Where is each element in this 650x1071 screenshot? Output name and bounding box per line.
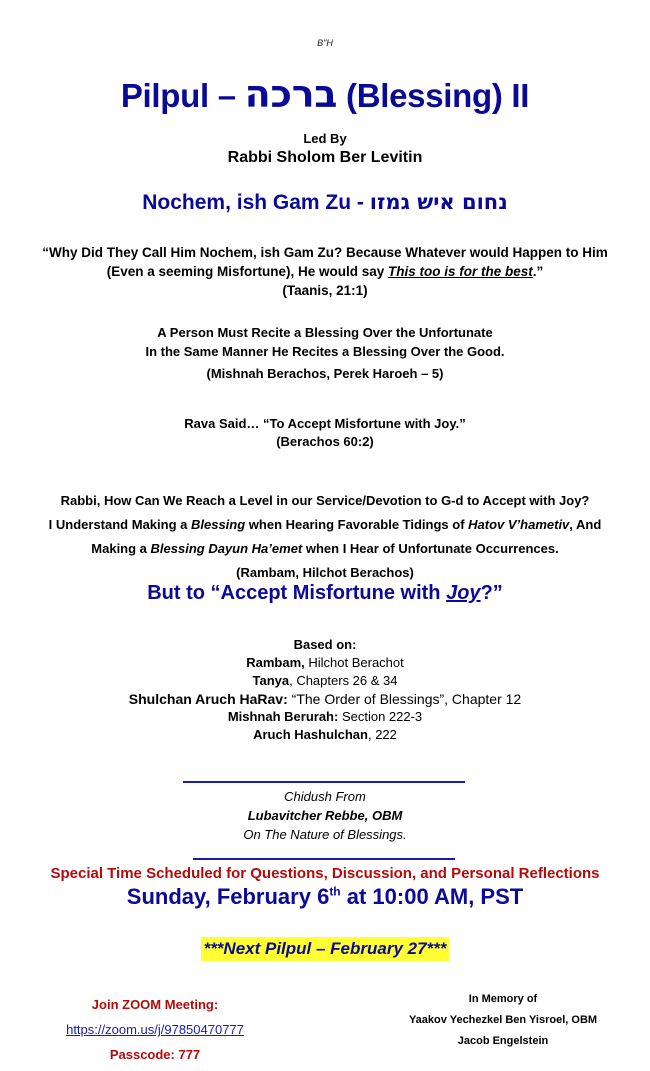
source-item — [0, 726, 650, 744]
memorial-line-1: In Memory of — [468, 993, 538, 1005]
question-citation: (Rambam, Hilchot Berachos) — [236, 565, 414, 580]
chidush-line-2: Lubavitcher Rebbe, OBM — [247, 808, 403, 823]
date-suffix: at 10:00 AM, PST — [340, 884, 524, 909]
chidush-section — [0, 787, 650, 844]
rava-line: Rava Said… “To Accept Misfortune with Joy.” — [184, 416, 466, 431]
source-item — [0, 708, 650, 726]
memorial-section — [383, 989, 623, 1052]
source-bold: Shulchan Aruch HaRav: — [128, 691, 288, 707]
zoom-label: Join ZOOM Meeting: — [91, 997, 219, 1012]
special-time-text: Special Time Scheduled for Questions, Discussion, and Personal Reflections — [50, 865, 600, 882]
rabbi-name: Rabbi Sholom Ber Levitin — [227, 149, 423, 166]
nochem-hebrew: נחום איש גמזו — [369, 190, 508, 214]
q3-b: Blessing Dayun Ha’emet — [150, 541, 303, 556]
source-bold: Tanya — [252, 673, 290, 688]
zoom-meeting-section — [25, 992, 285, 1067]
rava-citation: (Berachos 60:2) — [276, 434, 374, 449]
highlight-emphasis: Joy — [446, 582, 481, 604]
divider-bottom — [193, 858, 455, 860]
highlight-question — [0, 582, 650, 605]
source-rest: , Chapters 26 & 34 — [289, 673, 398, 688]
source-rest: , 222 — [367, 727, 397, 742]
zoom-passcode: Passcode: 777 — [109, 1047, 201, 1062]
chidush-line-3: On The Nature of Blessings. — [243, 827, 407, 842]
quote-line-2 — [0, 262, 650, 281]
source-item — [0, 690, 650, 708]
source-bold: Aruch Hashulchan — [253, 727, 368, 742]
quote-citation: (Taanis, 21:1) — [282, 283, 368, 298]
sources-heading: Based on: — [293, 637, 357, 652]
title-prefix: Pilpul – — [120, 77, 245, 114]
rava-text — [0, 415, 650, 451]
chidush-line-1: Chidush From — [284, 789, 366, 804]
divider-top — [183, 781, 465, 783]
q2-a: I Understand Making a — [48, 517, 191, 532]
mishnah-line-2: In the Same Manner He Recites a Blessing Over the Good. — [145, 344, 505, 359]
memorial-line-2: Yaakov Yechezkel Ben Yisroel, OBM — [408, 1014, 598, 1026]
question-line-3 — [0, 537, 650, 561]
mishnah-citation: (Mishnah Berachos, Perek Haroeh – 5) — [206, 366, 444, 381]
nochem-heading — [0, 190, 650, 215]
source-rest: “The Order of Blessings”, Chapter 12 — [287, 691, 522, 707]
source-rest: Hilchot Berachot — [304, 655, 404, 670]
source-item — [0, 672, 650, 690]
next-pilpul-banner: ***Next Pilpul – February 27*** — [201, 937, 450, 961]
question-text — [0, 489, 650, 585]
page-title — [0, 72, 650, 116]
quote-emphasis: This too is for the best — [388, 264, 533, 279]
highlight-suffix: ?” — [480, 582, 503, 604]
memorial-line-3: Jacob Engelstein — [457, 1035, 549, 1047]
title-hebrew: ברכה — [244, 72, 338, 116]
zoom-link[interactable]: https://zoom.us/j/97850470777 — [66, 1022, 244, 1037]
nochem-english: Nochem, ish Gam Zu - — [142, 191, 370, 214]
q2-d: Hatov V’hametiv — [468, 517, 570, 532]
sources-section — [0, 636, 650, 744]
highlight-prefix: But to “Accept Misfortune with — [147, 582, 447, 604]
q2-c: when Hearing Favorable Tidings of — [245, 517, 469, 532]
date-sup: th — [329, 884, 341, 899]
session-date — [0, 884, 650, 910]
title-suffix: (Blessing) II — [337, 77, 530, 114]
led-by-label: Led By — [303, 131, 347, 146]
quote-line-2-suffix: .” — [532, 264, 544, 279]
source-rest: Section 222-3 — [338, 709, 423, 724]
quote-line-2-prefix: (Even a seeming Misfortune), He would say — [106, 264, 389, 279]
question-line-2 — [0, 513, 650, 537]
bh-header: B"H — [317, 38, 333, 48]
mishnah-line-1: A Person Must Recite a Blessing Over the Unfortunate — [157, 325, 493, 340]
source-bold: Mishnah Berurah: — [227, 709, 339, 724]
q3-c: when I Hear of Unfortunate Occurrences. — [302, 541, 559, 556]
source-item — [0, 654, 650, 672]
q2-e: , And — [569, 517, 602, 532]
mishnah-text — [0, 323, 650, 361]
q2-b: Blessing — [190, 517, 246, 532]
quote-line-1: “Why Did They Call Him Nochem, ish Gam Zu? Because Whatever would Happen to Him — [42, 245, 608, 260]
source-bold: Rambam, — [246, 655, 305, 670]
date-prefix: Sunday, February 6 — [126, 884, 330, 909]
nochem-quote — [0, 243, 650, 300]
q3-a: Making a — [91, 541, 151, 556]
question-line-1: Rabbi, How Can We Reach a Level in our Service/Devotion to G-d to Accept with Joy? — [60, 493, 590, 508]
next-pilpul-wrap — [0, 937, 650, 961]
